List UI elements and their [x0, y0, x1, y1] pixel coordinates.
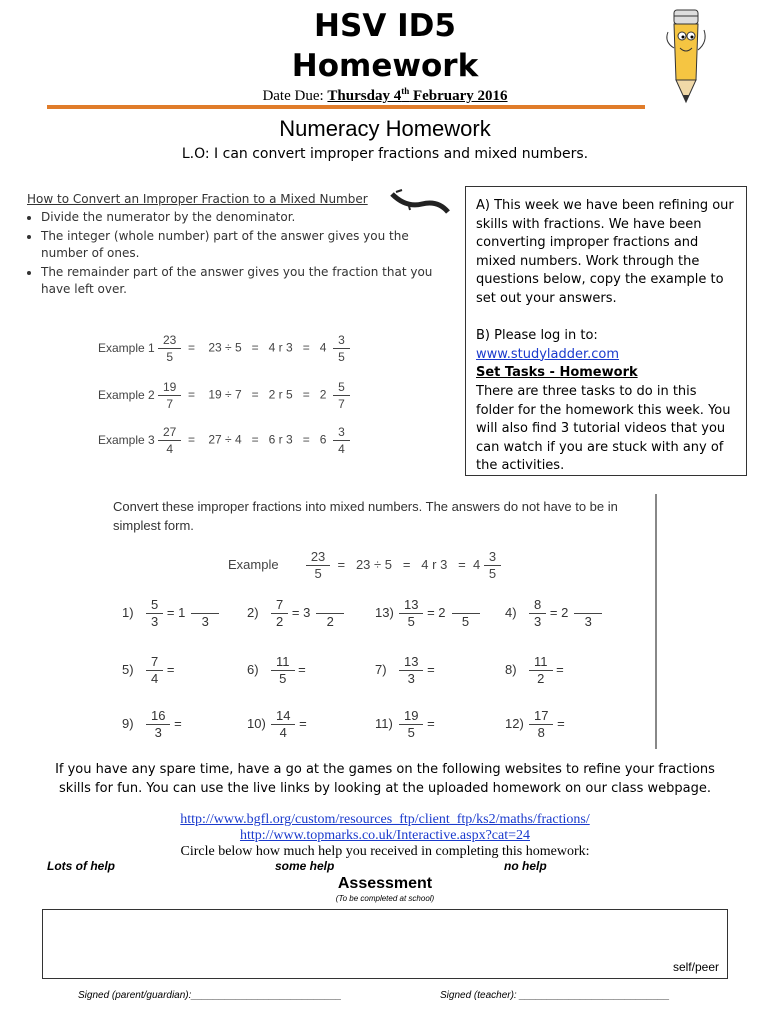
question-item: 11) $\frac{19}{5}$ = [375, 708, 435, 740]
pencil-mascot-icon [660, 2, 712, 108]
question-whole: 3 [303, 604, 311, 620]
help-option-lots: Lots of help [47, 859, 115, 873]
assessment-title: Assessment [337, 875, 433, 892]
question-label: 10) [247, 715, 266, 731]
exercise-divider [655, 494, 657, 749]
example-remainder: 4 r 3 [421, 556, 448, 572]
example-remainder: 6 r 3 [268, 432, 293, 447]
bgfl-link[interactable]: http://www.bgfl.org/custom/resources_ftp/client_ftp/ks2/maths/fractions/ [180, 812, 590, 827]
question-label: 2) [247, 604, 259, 620]
question-label: 11) [375, 715, 393, 731]
example-division: 27 ÷ 4 [208, 432, 242, 447]
question-label: 6) [247, 661, 259, 677]
studyladder-link[interactable]: www.studyladder.com [476, 346, 620, 362]
example-remainder: 4 r 3 [268, 340, 293, 355]
question-item: 5) $\frac{7}{4}$ = [122, 654, 175, 686]
question-item: 9) $\frac{16}{3}$ = [122, 708, 182, 740]
instruction-b: B) Please log in to: [476, 328, 598, 344]
question-item: 4) $\frac{8}{3}$ = 2 3 [505, 597, 602, 630]
due-date-value: Thursday 4th February 2016 [327, 86, 508, 104]
question-item: 8) $\frac{11}{2}$ = [505, 654, 564, 686]
example-numerator: 23 [306, 549, 330, 566]
howto-example-row: Example 3 $\frac{27}{4}$ = 27 ÷ 4 = 6 r 3 = 6 $\frac{3}{4}$ [98, 424, 350, 457]
exercise-intro: Convert these improper fractions into mixed numbers. The answers do not have to be in simplest form. [113, 499, 618, 533]
example-denominator: 5 [314, 566, 322, 581]
question-whole: 1 [178, 604, 186, 620]
help-option-none: no help [504, 859, 547, 873]
question-item: 6) $\frac{11}{5}$ = [247, 654, 306, 686]
instructions-box [465, 186, 747, 476]
example-label: Example 2 [98, 387, 155, 402]
example-division: 23 ÷ 5 [355, 556, 393, 572]
question-item: 2) $\frac{7}{2}$ = 3 2 [247, 597, 344, 630]
example-division: 23 ÷ 5 [208, 340, 242, 355]
exercise-example: Example $\frac{23}{5}$ = 23 ÷ 5 = 4 r 3 = 4 $\frac{3}{5}$ [228, 549, 501, 582]
question-whole: 2 [561, 604, 569, 620]
set-tasks-label: Set Tasks - Homework [476, 365, 638, 381]
question-item: 1) $\frac{5}{3}$ = 1 3 [122, 597, 219, 630]
example-whole: 4 [319, 340, 327, 355]
howto-example-row: Example 2 $\frac{19}{7}$ = 19 ÷ 7 = 2 r 5 = 2 $\frac{5}{7}$ [98, 379, 350, 412]
example-remainder: 2 r 5 [268, 387, 293, 402]
question-item: 10) $\frac{14}{4}$ = [247, 708, 307, 740]
learning-objective: L.O: I can convert improper fractions and mixed numbers. [181, 146, 589, 162]
page-title-line2: Homework [291, 48, 479, 84]
question-item: 13) $\frac{13}{5}$ = 2 5 [375, 597, 480, 630]
instruction-b-details: There are three tasks to do in this folder for the homework this week. You will also find 3 tutorial videos that you can watch if you are stuck with any of the activities. [476, 383, 731, 474]
due-date [0, 86, 770, 105]
instruction-a: A) This week we have been refining our skills with fractions. We have been converting improper fractions and mixed numbers. Work through the questions below, copy the example to set out your answers. [476, 198, 734, 306]
spare-time-text: If you have any spare time, have a go at the games on the following websites to refine your fractions skills for fun. You can use the live links by looking at the uploaded homework on our class webpage. [55, 762, 715, 796]
question-item: 12) $\frac{17}{8}$ = [505, 708, 565, 740]
example-label: Example 3 [98, 432, 155, 447]
due-label: Date Due: [262, 88, 324, 104]
question-label: 8) [505, 661, 517, 677]
howto-bullet: • Divide the numerator by the denominator. [41, 209, 457, 226]
example-label: Example 1 [98, 340, 155, 355]
page-title-line1: HSV ID5 [314, 8, 456, 44]
help-instruction: Circle below how much help you received in completing this homework: [180, 844, 590, 859]
section-title: Numeracy Homework [279, 116, 491, 141]
links-block [0, 812, 770, 844]
question-label: 7) [375, 661, 387, 677]
question-label: 9) [122, 715, 134, 731]
question-label: 13) [375, 604, 394, 620]
teacher-signature: Signed (teacher): ___________________________ [440, 990, 670, 1001]
example-whole: 4 [472, 556, 481, 572]
question-label: 12) [505, 715, 524, 731]
howto-bullet: • The remainder part of the answer gives you the fraction that you have left over. [41, 264, 457, 298]
example-whole: 2 [319, 387, 327, 402]
question-whole: 2 [438, 604, 446, 620]
howto-title: How to Convert an Improper Fraction to a Mixed Number [27, 192, 368, 206]
question-label: 5) [122, 661, 134, 677]
example-division: 19 ÷ 7 [208, 387, 242, 402]
example-whole: 6 [319, 432, 327, 447]
topmarks-link[interactable]: http://www.topmarks.co.uk/Interactive.aspx?cat=24 [239, 828, 530, 843]
howto-bullet: • The integer (whole number) part of the answer gives you the number of ones. [41, 228, 457, 262]
example-fraction-denominator: 5 [488, 566, 497, 581]
question-label: 1) [122, 604, 134, 620]
question-item: 7) $\frac{13}{3}$ = [375, 654, 435, 686]
assessment-subtitle: (To be completed at school) [335, 894, 435, 903]
example-fraction-numerator: 3 [484, 549, 501, 566]
example-label: Example [228, 556, 279, 572]
assessment-box [42, 909, 728, 979]
decorative-lizard-icon [388, 188, 454, 220]
header-divider [47, 105, 645, 109]
parent-signature: Signed (parent/guardian):___________________________ [78, 990, 342, 1001]
question-label: 4) [505, 604, 517, 620]
howto-example-row: Example 1 $\frac{23}{5}$ = 23 ÷ 5 = 4 r 3 = 4 $\frac{3}{5}$ [98, 332, 350, 365]
self-peer-label: self/peer [672, 960, 719, 974]
help-option-some: some help [275, 859, 335, 873]
